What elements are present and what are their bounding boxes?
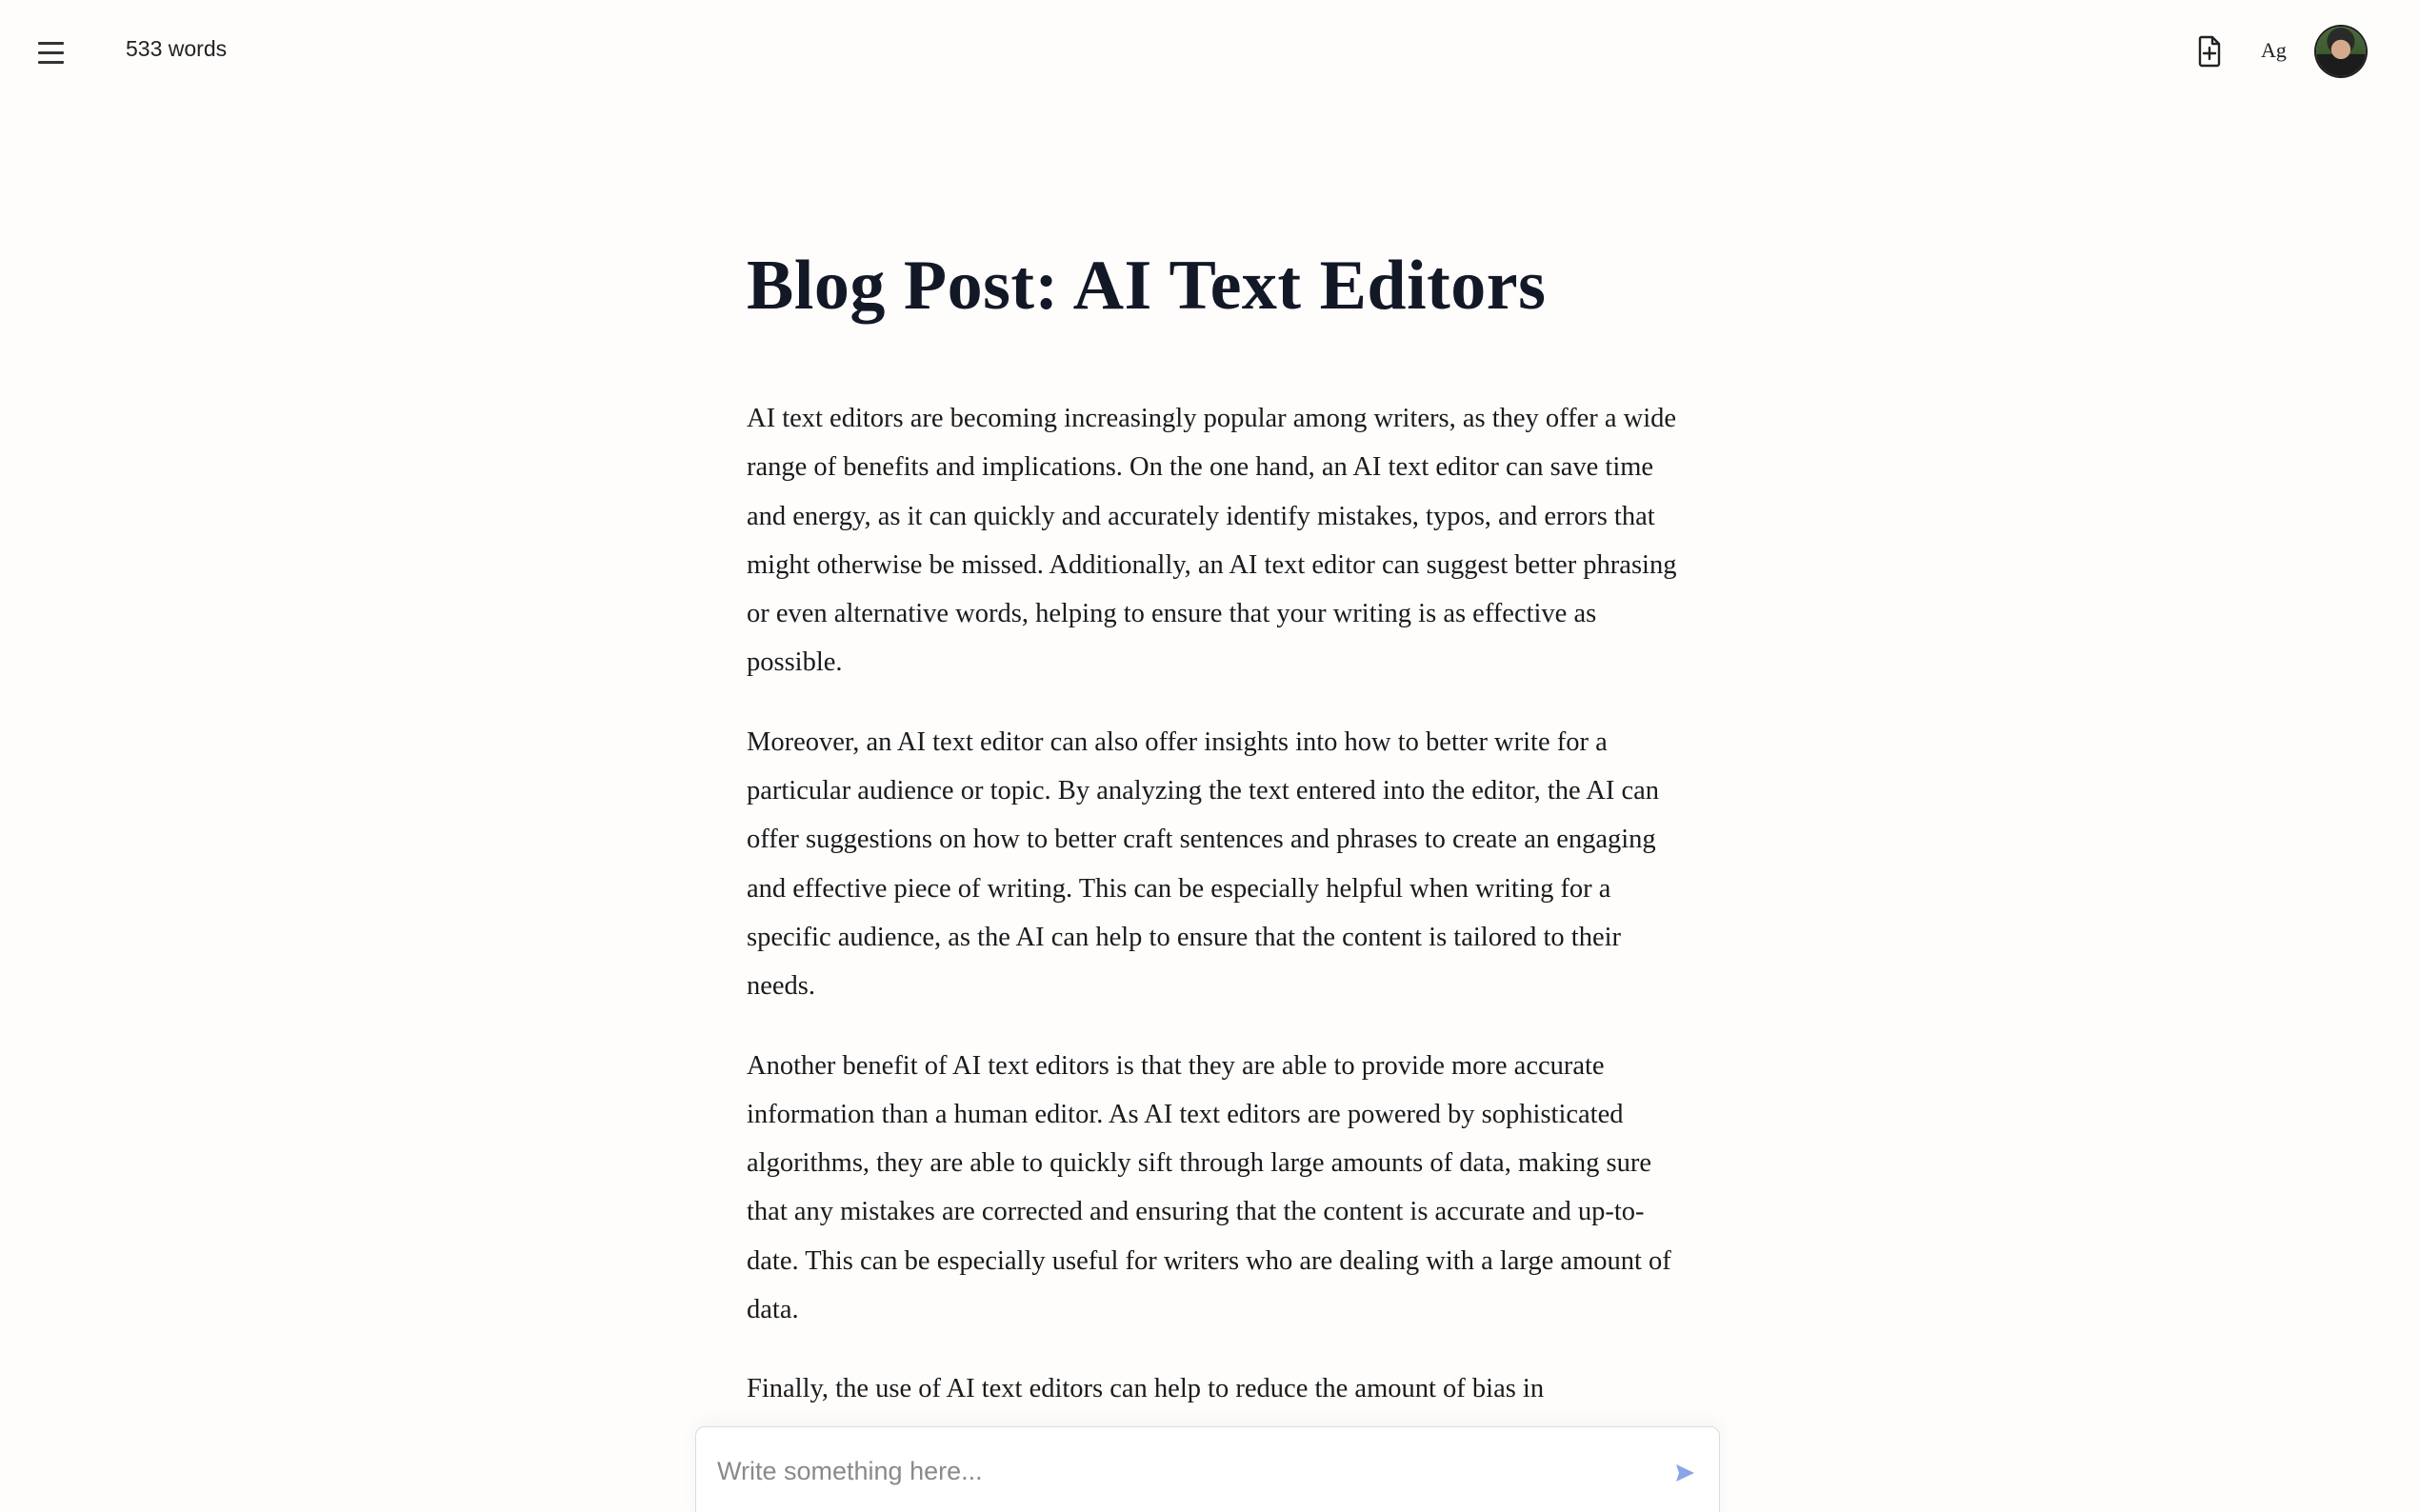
document-add-icon[interactable] xyxy=(2194,34,2225,69)
paragraph[interactable]: Finally, the use of AI text editors can help to reduce the amount of bias in xyxy=(747,1374,1545,1404)
chat-input-box xyxy=(695,1426,1720,1512)
chat-input[interactable] xyxy=(715,1446,1633,1496)
send-arrow-icon[interactable] xyxy=(1668,1456,1702,1490)
paragraph[interactable]: Another benefit of AI text editors is that they are able to provide more accurate information than a human editor. As AI text editors are powered by sophisticated algorithms, they are able to quickly sift through large amounts of data, making sure that any mistakes are corrected and ensuring that the content is accurate and up-to-date. This can be especially useful for writers who are dealing with a large amount of data. xyxy=(747,1050,1671,1325)
paragraph[interactable]: AI text editors are becoming increasingly popular among writers, as they offer a wide range of benefits and implications. On the one hand, an AI text editor can save time and energy, as it can quickly and accurately identify mistakes, typos, and errors that might otherwise be missed. Additionally, an AI text editor can suggest better phrasing or even alternative words, helping to ensure that your writing is as effective as possible. xyxy=(747,404,1677,678)
top-bar xyxy=(0,0,2419,105)
word-count: 533 words xyxy=(126,36,228,61)
user-avatar[interactable] xyxy=(2316,27,2366,76)
document-title[interactable]: Blog Post: AI Text Editors xyxy=(747,247,1547,325)
font-settings-button[interactable]: Ag xyxy=(2261,38,2287,62)
paragraph[interactable]: Moreover, an AI text editor can also offer insights into how to better write for a particular audience or topic. By analyzing the text entered into the editor, the AI can offer suggestions on how to better craft sentences and phrases to create an engaging and effective piece of writing. This can be especially helpful when writing for a specific audience, as the AI can help to ensure that the content is tailored to their needs. xyxy=(747,726,1659,1002)
hamburger-menu-icon[interactable] xyxy=(32,34,70,72)
document-editor[interactable] xyxy=(747,238,1680,1414)
